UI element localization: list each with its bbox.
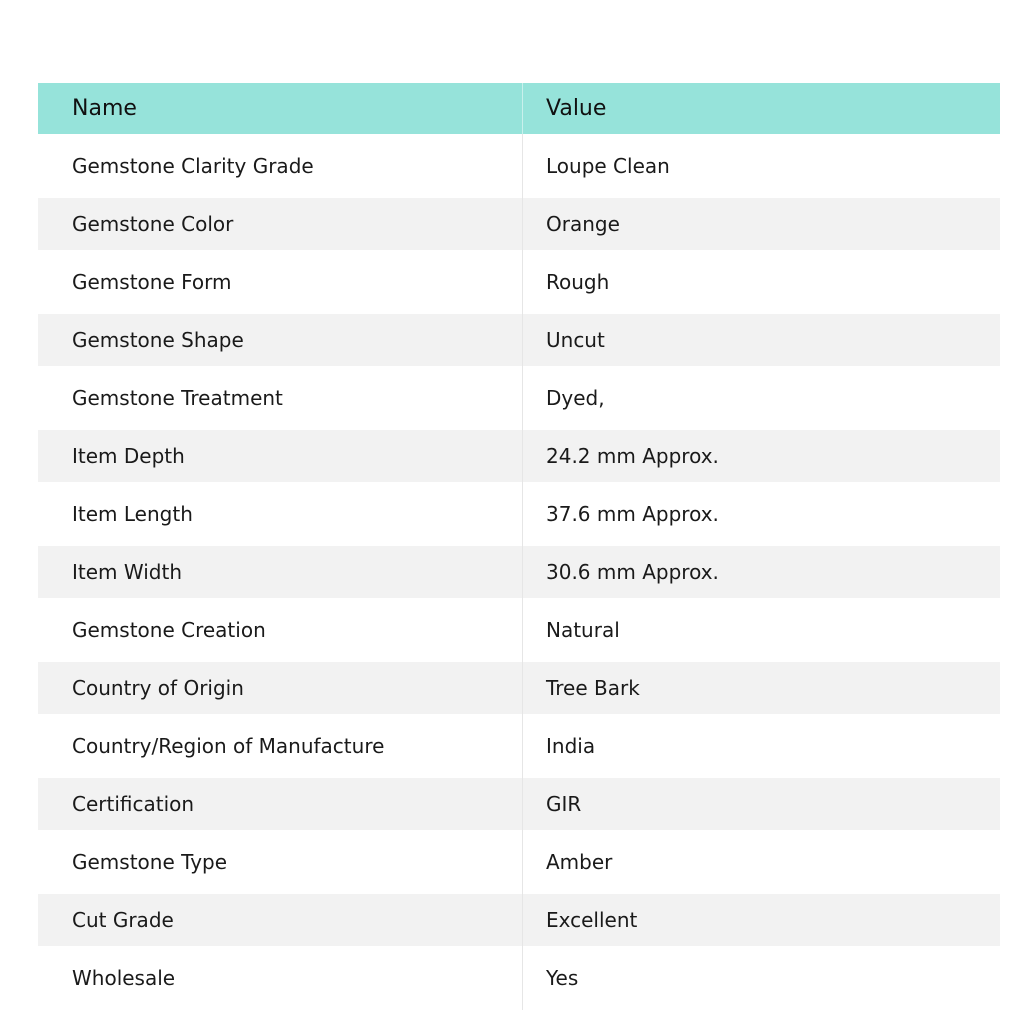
row-value-cell: Rough bbox=[546, 270, 610, 294]
table-header-row bbox=[38, 83, 1000, 134]
row-value-cell: Loupe Clean bbox=[546, 154, 670, 178]
table-row bbox=[38, 662, 1000, 714]
table-row bbox=[38, 946, 1000, 1010]
row-name-cell: Country of Origin bbox=[38, 662, 523, 714]
row-value-cell: India bbox=[546, 734, 596, 758]
table-row bbox=[38, 198, 1000, 250]
row-name-cell: Gemstone Creation bbox=[38, 598, 523, 662]
row-name-cell: Gemstone Color bbox=[38, 198, 523, 250]
table-row bbox=[38, 778, 1000, 830]
row-value-cell: Orange bbox=[546, 212, 620, 236]
row-name-cell: Item Width bbox=[38, 546, 523, 598]
table-row bbox=[38, 894, 1000, 946]
column-header-value: Value bbox=[546, 96, 607, 121]
row-value-cell: 37.6 mm Approx. bbox=[546, 502, 719, 526]
row-value-cell: Tree Bark bbox=[546, 676, 640, 700]
column-header-name: Name bbox=[38, 83, 523, 134]
row-value-cell: Amber bbox=[546, 850, 613, 874]
row-value-cell: Uncut bbox=[546, 328, 605, 352]
row-value-cell: Excellent bbox=[546, 908, 638, 932]
table-row bbox=[38, 366, 1000, 430]
table-row bbox=[38, 546, 1000, 598]
row-name-cell: Gemstone Clarity Grade bbox=[38, 134, 523, 198]
row-name-cell: Country/Region of Manufacture bbox=[38, 714, 523, 778]
row-value-cell: GIR bbox=[546, 792, 582, 816]
row-value-cell: 24.2 mm Approx. bbox=[546, 444, 719, 468]
row-name-cell: Cut Grade bbox=[38, 894, 523, 946]
table-row bbox=[38, 134, 1000, 198]
row-value-cell: Dyed, bbox=[546, 386, 605, 410]
row-value-cell: Natural bbox=[546, 618, 620, 642]
table-row bbox=[38, 830, 1000, 894]
table-row bbox=[38, 314, 1000, 366]
row-name-cell: Certification bbox=[38, 778, 523, 830]
row-name-cell: Item Length bbox=[38, 482, 523, 546]
item-specifics-table bbox=[38, 83, 1000, 1010]
table-row bbox=[38, 598, 1000, 662]
row-value-cell: 30.6 mm Approx. bbox=[546, 560, 719, 584]
row-name-cell: Gemstone Type bbox=[38, 830, 523, 894]
table-row bbox=[38, 482, 1000, 546]
row-name-cell: Gemstone Treatment bbox=[38, 366, 523, 430]
row-name-cell: Gemstone Form bbox=[38, 250, 523, 314]
row-name-cell: Item Depth bbox=[38, 430, 523, 482]
row-name-cell: Gemstone Shape bbox=[38, 314, 523, 366]
table-row bbox=[38, 250, 1000, 314]
row-value-cell: Yes bbox=[546, 966, 579, 990]
row-name-cell: Wholesale bbox=[38, 946, 523, 1010]
table-row bbox=[38, 714, 1000, 778]
table-row bbox=[38, 430, 1000, 482]
